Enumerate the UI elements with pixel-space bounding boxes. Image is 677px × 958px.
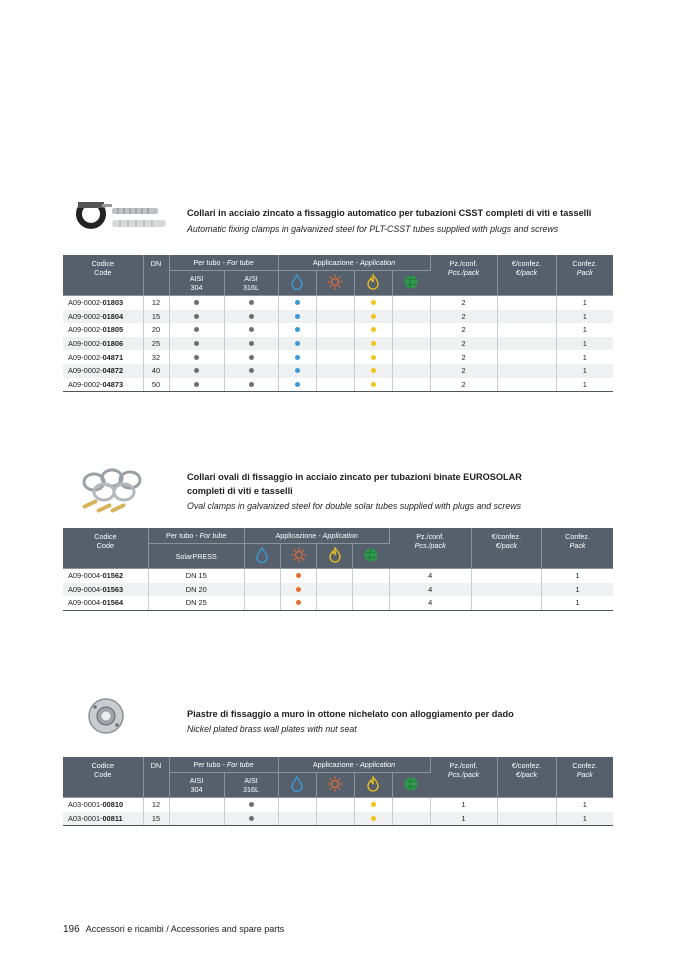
flame-icon <box>317 544 353 569</box>
pcs-value: 4 <box>389 596 471 610</box>
availability-dot <box>249 816 254 821</box>
gas-cell <box>354 337 392 351</box>
solar-cell <box>316 812 354 826</box>
water-cell <box>278 364 316 378</box>
gas-dot <box>371 802 376 807</box>
dn-value: 25 <box>143 337 169 351</box>
col-application-header: Applicazione - Application <box>244 528 389 544</box>
aisi304-cell <box>169 378 224 392</box>
aisi316-cell <box>224 798 278 812</box>
availability-dot <box>194 368 199 373</box>
pack-value: 1 <box>556 364 613 378</box>
water-drop-icon <box>244 544 280 569</box>
green-globe-icon <box>353 544 389 569</box>
price-value <box>497 323 556 337</box>
water-cell <box>278 296 316 310</box>
col-aisi304-header: AISI 304 <box>169 271 224 296</box>
table-row <box>63 378 613 392</box>
col-price-header: €/confez. €/pack <box>497 255 556 296</box>
solar-cell <box>316 323 354 337</box>
solar-cell <box>280 583 316 597</box>
col-dn-header: DN <box>143 757 169 798</box>
section2-table <box>63 528 613 611</box>
dn-value: 32 <box>143 350 169 364</box>
water-cell <box>244 596 280 610</box>
table-row <box>63 583 613 597</box>
water-dot <box>295 314 300 319</box>
flame-icon <box>354 773 392 798</box>
table-row <box>63 596 613 610</box>
water-drop-icon <box>278 773 316 798</box>
gas-cell <box>317 569 353 583</box>
solar-cell <box>316 310 354 324</box>
green-cell <box>392 323 430 337</box>
pcs-value: 2 <box>430 350 497 364</box>
dn-value: 40 <box>143 364 169 378</box>
flame-icon <box>354 271 392 296</box>
green-globe-icon <box>392 773 430 798</box>
aisi316-cell <box>224 323 278 337</box>
pack-value: 1 <box>556 378 613 392</box>
price-value <box>497 337 556 351</box>
price-value <box>497 812 556 826</box>
col-pack-header: Confez. Pack <box>556 255 613 296</box>
availability-dot <box>194 341 199 346</box>
pack-value: 1 <box>542 583 613 597</box>
page-footer <box>63 924 284 935</box>
availability-dot <box>194 355 199 360</box>
aisi304-cell <box>169 337 224 351</box>
pcs-value: 2 <box>430 310 497 324</box>
section2-title-it-line2: completi di viti e tasselli <box>187 486 293 496</box>
pack-value: 1 <box>582 298 587 308</box>
product-code: A09-0002-01806 <box>63 337 143 351</box>
water-cell <box>244 583 280 597</box>
pcs-value: 2 <box>430 337 497 351</box>
col-pcs-header: Pz./conf. Pcs./pack <box>430 255 497 296</box>
sun-icon <box>316 271 354 296</box>
water-cell <box>244 569 280 583</box>
aisi304-cell <box>169 364 224 378</box>
footer-text: Accessori e ricambi / Accessories and spare parts <box>85 924 285 934</box>
solar-cell <box>280 569 316 583</box>
green-cell <box>392 364 430 378</box>
table-row <box>63 364 613 378</box>
section3-title-en: Nickel plated brass wall plates with nut seat <box>187 724 357 734</box>
pack-value: 1 <box>575 571 580 581</box>
solar-cell <box>316 337 354 351</box>
aisi316-cell <box>224 296 278 310</box>
solar-cell <box>280 596 316 610</box>
price-value <box>497 350 556 364</box>
aisi304-cell <box>169 323 224 337</box>
price-value <box>471 596 541 610</box>
water-cell <box>278 378 316 392</box>
product-code: A09-0004-01563 <box>63 583 148 597</box>
gas-dot <box>371 327 376 332</box>
gas-dot <box>371 314 376 319</box>
water-cell <box>278 310 316 324</box>
col-aisi316-header: AISI 316L <box>224 271 278 296</box>
availability-dot <box>194 382 199 387</box>
table-row <box>63 337 613 351</box>
solar-dot <box>296 600 301 605</box>
table-row <box>63 310 613 324</box>
solar-dot <box>296 573 301 578</box>
green-cell <box>392 812 430 826</box>
green-cell <box>353 569 389 583</box>
water-cell <box>278 812 316 826</box>
pack-value: 1 <box>556 337 613 351</box>
availability-dot <box>249 300 254 305</box>
col-pack-header: Confez. Pack <box>542 528 613 569</box>
availability-dot <box>249 355 254 360</box>
pack-value: 1 <box>582 352 587 362</box>
dn-value: DN 20 <box>148 583 244 597</box>
pack-value: 1 <box>582 325 587 335</box>
aisi316-cell <box>224 350 278 364</box>
table-row <box>63 323 613 337</box>
dn-value: DN 25 <box>148 596 244 610</box>
col-dn-header: DN <box>143 255 169 296</box>
dn-value: 12 <box>143 296 169 310</box>
green-cell <box>353 583 389 597</box>
section2-title-en: Oval clamps in galvanized steel for double solar tubes supplied with plugs and screws <box>187 501 521 511</box>
availability-dot <box>249 802 254 807</box>
gas-cell <box>317 596 353 610</box>
green-cell <box>392 310 430 324</box>
water-dot <box>295 368 300 373</box>
price-value <box>471 583 541 597</box>
product-code: A09-0004-01562 <box>63 569 148 583</box>
gas-cell <box>354 812 392 826</box>
pcs-value: 2 <box>430 323 497 337</box>
col-pcs-header: Pz./conf. Pcs./pack <box>389 528 471 569</box>
gas-cell <box>354 310 392 324</box>
solar-dot <box>296 587 301 592</box>
aisi316-cell <box>224 337 278 351</box>
gas-cell <box>354 350 392 364</box>
section3-table <box>63 757 613 826</box>
col-for-tube-header: Per tubo - For tube <box>169 255 278 271</box>
col-solarpress-header: SolarPRESS <box>148 544 244 569</box>
section3-title-it: Piastre di fissaggio a muro in ottone nichelato con alloggiamento per dado <box>187 709 514 719</box>
water-dot <box>295 327 300 332</box>
product-code: A09-0002-01805 <box>63 323 143 337</box>
green-cell <box>392 798 430 812</box>
availability-dot <box>249 368 254 373</box>
product-code: A09-0004-01564 <box>63 596 148 610</box>
availability-dot <box>194 327 199 332</box>
gas-dot <box>371 355 376 360</box>
table-row <box>63 798 613 812</box>
pcs-value: 2 <box>430 364 497 378</box>
pack-value: 1 <box>556 812 613 826</box>
col-aisi304-header: AISI 304 <box>169 773 224 798</box>
product-code: A03-0001-00810 <box>63 798 143 812</box>
solar-cell <box>316 364 354 378</box>
table-row <box>63 296 613 310</box>
gas-dot <box>371 300 376 305</box>
dn-value: 12 <box>143 798 169 812</box>
product-code: A03-0001-00811 <box>63 812 143 826</box>
gas-cell <box>354 296 392 310</box>
aisi316-cell <box>224 310 278 324</box>
col-code-header: Codice Code <box>63 255 143 296</box>
table-row <box>63 350 613 364</box>
dn-value: DN 15 <box>148 569 244 583</box>
col-pcs-header: Pz./conf. Pcs./pack <box>430 757 497 798</box>
col-code-header: Codice Code <box>63 757 143 798</box>
water-cell <box>278 350 316 364</box>
green-globe-icon <box>392 271 430 296</box>
oval-clamp-product-image <box>74 464 154 516</box>
dn-value: 15 <box>143 310 169 324</box>
pcs-value: 1 <box>430 798 497 812</box>
pcs-value: 1 <box>430 812 497 826</box>
sun-icon <box>280 544 316 569</box>
pcs-value: 2 <box>430 378 497 392</box>
dn-value: 15 <box>143 812 169 826</box>
water-dot <box>295 300 300 305</box>
aisi304-cell <box>169 812 224 826</box>
table-row <box>63 812 613 826</box>
price-value <box>497 364 556 378</box>
availability-dot <box>249 327 254 332</box>
gas-cell <box>354 798 392 812</box>
section1-title-it: Collari in acciaio zincato a fissaggio automatico per tubazioni CSST completi di viti e tasselli <box>187 208 592 218</box>
pcs-value: 2 <box>430 296 497 310</box>
aisi304-cell <box>169 350 224 364</box>
aisi316-cell <box>224 378 278 392</box>
pack-value: 1 <box>542 596 613 610</box>
pcs-value: 4 <box>389 583 471 597</box>
page-number: 196 <box>63 924 80 935</box>
water-cell <box>278 323 316 337</box>
col-pack-header: Confez. Pack <box>556 757 613 798</box>
price-value <box>497 378 556 392</box>
section1-title-en: Automatic fixing clamps in galvanized steel for PLT-CSST tubes supplied with plugs and screws <box>187 224 559 234</box>
green-cell <box>392 378 430 392</box>
aisi316-cell <box>224 364 278 378</box>
aisi304-cell <box>169 310 224 324</box>
pack-value: 1 <box>556 310 613 324</box>
water-dot <box>295 382 300 387</box>
availability-dot <box>194 300 199 305</box>
availability-dot <box>194 314 199 319</box>
solar-cell <box>316 378 354 392</box>
table-row <box>63 569 613 583</box>
green-cell <box>353 596 389 610</box>
gas-dot <box>371 382 376 387</box>
section1-table <box>63 255 613 392</box>
col-code-header: Codice Code <box>63 528 148 569</box>
price-value <box>497 310 556 324</box>
price-value <box>497 798 556 812</box>
pcs-value: 4 <box>389 569 471 583</box>
water-dot <box>295 355 300 360</box>
price-value <box>497 296 556 310</box>
water-cell <box>278 337 316 351</box>
green-cell <box>392 350 430 364</box>
green-cell <box>392 337 430 351</box>
solar-cell <box>316 296 354 310</box>
gas-dot <box>371 341 376 346</box>
availability-dot <box>249 314 254 319</box>
wall-plate-product-image <box>86 696 126 736</box>
col-price-header: €/confez. €/pack <box>497 757 556 798</box>
dn-value: 20 <box>143 323 169 337</box>
solar-cell <box>316 350 354 364</box>
aisi316-cell <box>224 812 278 826</box>
availability-dot <box>249 341 254 346</box>
col-application-header: Applicazione - Application <box>278 255 430 271</box>
gas-cell <box>354 378 392 392</box>
water-drop-icon <box>278 271 316 296</box>
col-price-header: €/confez. €/pack <box>471 528 541 569</box>
sun-icon <box>316 773 354 798</box>
aisi304-cell <box>169 296 224 310</box>
product-code: A09-0002-04872 <box>63 364 143 378</box>
gas-cell <box>354 323 392 337</box>
col-application-header: Applicazione - Application <box>278 757 430 773</box>
solar-cell <box>316 798 354 812</box>
product-code: A09-0002-04873 <box>63 378 143 392</box>
water-dot <box>295 341 300 346</box>
col-aisi316-header: AISI 316L <box>224 773 278 798</box>
availability-dot <box>249 382 254 387</box>
section2-title-it-line1: Collari ovali di fissaggio in acciaio zincato per tubazioni binate EUROSOLAR <box>187 472 522 482</box>
pack-value: 1 <box>582 800 587 810</box>
price-value <box>471 569 541 583</box>
col-for-tube-header: Per tubo - For tube <box>148 528 244 544</box>
product-code: A09-0002-04871 <box>63 350 143 364</box>
gas-cell <box>354 364 392 378</box>
aisi304-cell <box>169 798 224 812</box>
water-cell <box>278 798 316 812</box>
dn-value: 50 <box>143 378 169 392</box>
gas-dot <box>371 816 376 821</box>
green-cell <box>392 296 430 310</box>
product-code: A09-0002-01804 <box>63 310 143 324</box>
product-code: A09-0002-01803 <box>63 296 143 310</box>
clamp-product-image <box>72 198 172 238</box>
col-for-tube-header: Per tubo - For tube <box>169 757 278 773</box>
gas-dot <box>371 368 376 373</box>
gas-cell <box>317 583 353 597</box>
